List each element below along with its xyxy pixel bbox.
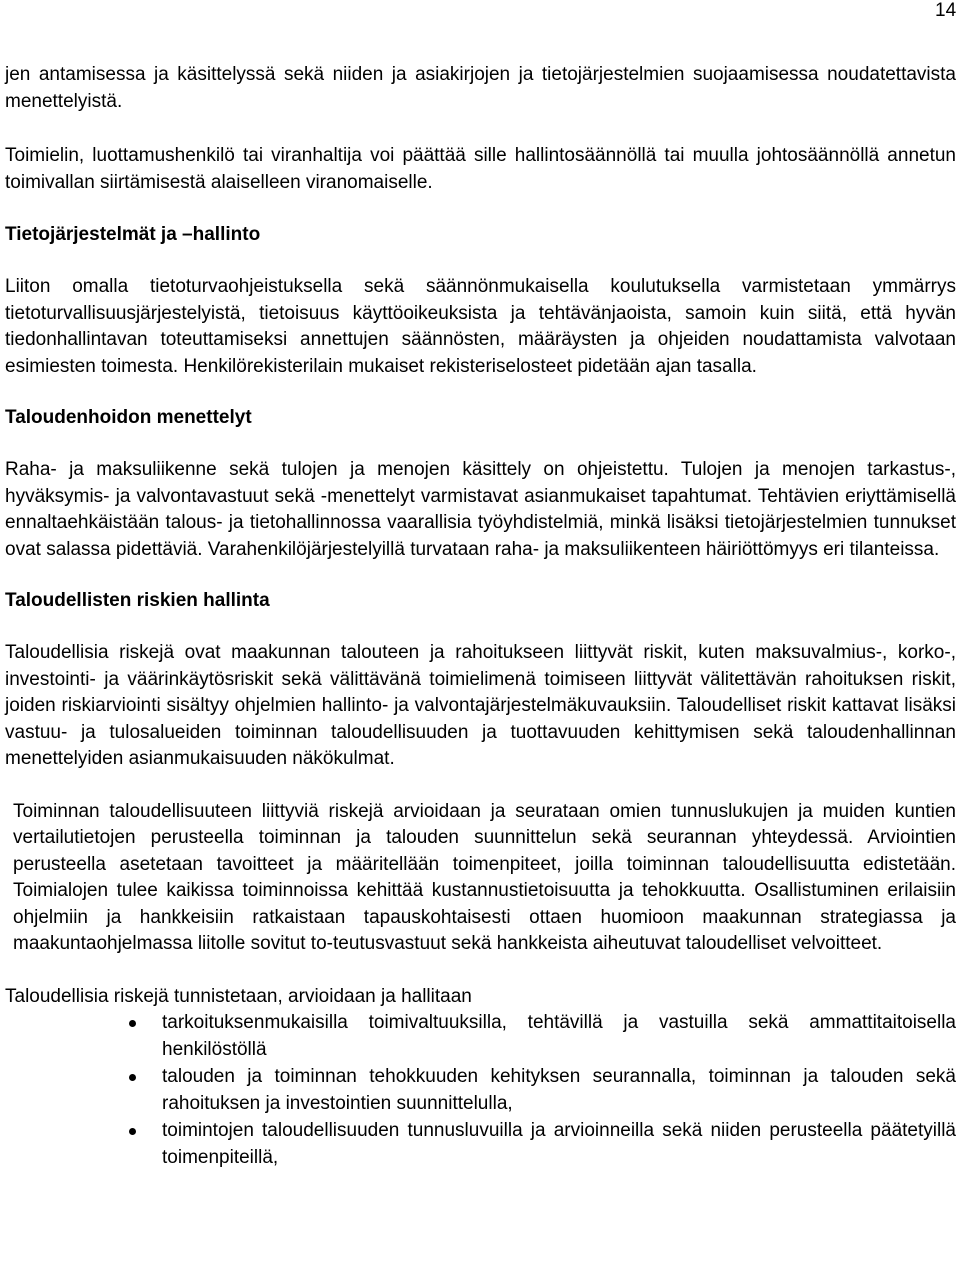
financial-risks-paragraph-2: Toiminnan taloudellisuuteen liittyviä riskejä arvioidaan ja seurataan omien tunnuslukujen ja muiden kuntien vertailutietojen perusteella toiminnan ja talouden suunnittelun sekä seurannan yhteydessä. Arviointien perusteella asetetaan tavoitteet ja määritellään toimenpiteet, joilla toiminnan taloudellisuutta edistetään. Toimialojen tulee kaikissa toiminnoissa kehittää kustannustietoisuutta ja tehokkuutta. Osallistuminen erilaisiin ohjelmiin ja hankkeisiin ratkaistaan tapauskohtaisesti ottaen huomioon maakunnan strategiassa ja maakuntaohjelmassa liitolle sovitut to-teutusvastuut sekä hankkeista aiheutuvat taloudelliset velvoitteet.: [13, 800, 956, 954]
list-intro: Taloudellisia riskejä tunnistetaan, arvioidaan ja hallitaan: [5, 985, 472, 1007]
heading-it-admin: Tietojärjestelmät ja –hallinto: [5, 224, 261, 245]
list-item-text: talouden ja toiminnan tehokkuuden kehityksen seurannalla, toiminnan ja talouden sekä rahoituksen ja investointien suunnittelulla,: [162, 1066, 956, 1114]
it-admin-paragraph: Liiton omalla tietoturvaohjeistuksella sekä säännönmukaisella koulutuksella varmistetaan ymmärrys tietoturvallisuusjärjestelyistä, tietoisuus käyttöoikeuksista ja tehtävänjaoista, samoin kuin siitä, että hyvän tiedonhallintavan toteuttamiseksi annettujen säännösten, määräysten ja ohjeiden noudattamista valvotaan esimiesten toimesta. Henkilörekisterilain mukaiset rekisteriselosteet pidetään ajan tasalla.: [5, 276, 956, 377]
finance-procedures-paragraph: Raha- ja maksuliikenne sekä tulojen ja menojen käsittely on ohjeistettu. Tulojen ja menojen tarkastus-, hyväksymis- ja valvontavastuut sekä -menettelyt varmistavat asianmukaiset tapahtumat. Tehtävien eriyttämisellä ennaltaehkäistään talous- ja tietohallinnossa vaarallisia työyhdistelmiä, minkä lisäksi tietojärjestelmien tunnukset ovat salassa pidettäviä. Varahenkilöjärjestelyillä turvataan raha- ja maksuliikenteen häiriöttömyys eri tilanteissa.: [5, 459, 956, 560]
bullet-list: [5, 1010, 956, 1171]
bullet-icon: [129, 1020, 136, 1027]
intro-paragraph-2: Toimielin, luottamushenkilö tai viranhaltija voi päättää sille hallintosäännöllä tai muulla johtosäännöllä annetun toimivallan siirtämisestä alaiselleen viranomaiselle.: [5, 145, 956, 193]
document-body: [5, 62, 956, 1172]
bullet-icon: [129, 1128, 136, 1135]
list-item: [5, 1118, 956, 1171]
bullet-icon: [129, 1074, 136, 1081]
list-item: [5, 1064, 956, 1117]
list-item-text: toimintojen taloudellisuuden tunnusluvuilla ja arvioinneilla sekä niiden perusteella päätetyillä toimenpiteillä,: [162, 1120, 956, 1168]
list-item-text: tarkoituksenmukaisilla toimivaltuuksilla, tehtävillä ja vastuilla sekä ammattitaitoisella henkilöstöllä: [162, 1012, 956, 1060]
list-item: [5, 1010, 956, 1063]
page-number: 14: [935, 0, 957, 21]
intro-paragraph-1: jen antamisessa ja käsittelyssä sekä niiden ja asiakirjojen ja tietojärjestelmien suojaamisessa noudatettavista menettelyistä.: [5, 64, 956, 112]
heading-financial-risks: Taloudellisten riskien hallinta: [5, 590, 270, 611]
financial-risks-paragraph-1: Taloudellisia riskejä ovat maakunnan talouteen ja rahoitukseen liittyvät riskit, kuten maksuvalmius-, korko-, investointi- ja väärinkäytösriskit sekä välittävänä toimielimenä toimiseen liittyvät välitettävän rahoituksen riskit, joiden riskiarviointi sisältyy ohjelmien hallinto- ja valvontajärjestelmäkuvauksiin. Taloudelliset riskit kattavat lisäksi vastuu- ja tulosalueiden toiminnan taloudellisuuden ja tuottavuuden kehittymisen sekä taloudenhallinnan menettelyiden asianmukaisuuden näkökulmat.: [5, 642, 956, 769]
heading-finance-procedures: Taloudenhoidon menettelyt: [5, 407, 252, 428]
